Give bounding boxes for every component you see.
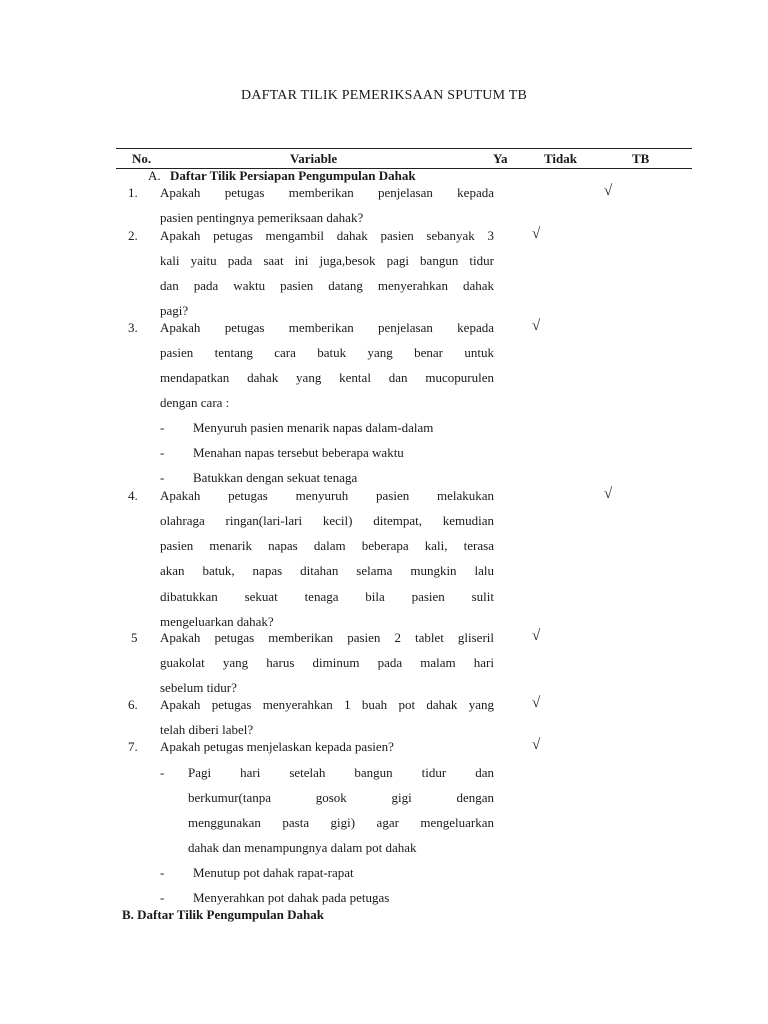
sub-item-text: Menyerahkan pot dahak pada petugas	[193, 890, 390, 905]
header-tb: TB	[632, 151, 650, 166]
sub-item-text-line: berkumur(tanpa gosok gigi dengan	[188, 790, 494, 805]
item-number: 7.	[128, 739, 138, 754]
check-mark-tidak: √	[532, 226, 541, 242]
check-mark-tb: √	[604, 486, 613, 502]
item-text-line: guakolat yang harus diminum pada malam hari	[160, 655, 494, 670]
check-mark-tidak: √	[532, 628, 541, 644]
sub-item-text-line: Pagi hari setelah bangun tidur dan	[188, 765, 494, 780]
sub-item-text: Menyuruh pasien menarik napas dalam-dalam	[193, 420, 434, 435]
item-text-line: Apakah petugas memberikan pasien 2 tablet gliseril	[160, 630, 494, 645]
sub-item-dash: -	[160, 765, 165, 780]
item-text-line: dengan cara :	[160, 395, 230, 410]
item-text-line: Apakah petugas menyerahkan 1 buah pot dahak yang	[160, 697, 494, 712]
check-mark-tidak: √	[532, 737, 541, 753]
header-variable: Variable	[290, 151, 338, 166]
item-text-line: telah diberi label?	[160, 722, 254, 737]
item-text-line: sebelum tidur?	[160, 680, 237, 695]
check-mark-tb: √	[604, 183, 613, 199]
sub-item-text: Menahan napas tersebut beberapa waktu	[193, 445, 404, 460]
sub-item-text: Menutup pot dahak rapat-rapat	[193, 865, 354, 880]
check-mark-tidak: √	[532, 695, 541, 711]
item-text-line: dan pada waktu pasien datang menyerahkan dahak	[160, 278, 494, 293]
item-text-line: mendapatkan dahak yang kental dan mucopurulen	[160, 370, 494, 385]
sub-item-dash: -	[160, 420, 165, 435]
item-text-line: mengeluarkan dahak?	[160, 614, 274, 629]
sub-item-dash: -	[160, 865, 165, 880]
section-b-title: B. Daftar Tilik Pengumpulan Dahak	[122, 907, 324, 922]
item-text-line: olahraga ringan(lari-lari kecil) ditempat, kemudian	[160, 513, 494, 528]
section-a-letter: A.	[148, 168, 161, 183]
item-text-line: Apakah petugas memberikan penjelasan kepada	[160, 185, 494, 200]
section-a-title: Daftar Tilik Persiapan Pengumpulan Dahak	[170, 168, 416, 183]
item-text-line: Apakah petugas memberikan penjelasan kepada	[160, 320, 494, 335]
item-number: 3.	[128, 320, 138, 335]
sub-item-text-line: menggunakan pasta gigi) agar mengeluarkan	[188, 815, 494, 830]
item-text-line: Apakah petugas mengambil dahak pasien sebanyak 3	[160, 228, 494, 243]
item-number: 1.	[128, 185, 138, 200]
item-text-line: Apakah petugas menyuruh pasien melakukan	[160, 488, 494, 503]
sub-item-text: Batukkan dengan sekuat tenaga	[193, 470, 358, 485]
table-top-rule	[116, 148, 692, 149]
item-number: 5	[131, 630, 138, 645]
sub-item-dash: -	[160, 890, 165, 905]
sub-item-dash: -	[160, 470, 165, 485]
document-title: DAFTAR TILIK PEMERIKSAAN SPUTUM TB	[241, 88, 527, 103]
item-text-line: pasien menarik napas dalam beberapa kali, terasa	[160, 538, 494, 553]
item-text-line: pagi?	[160, 303, 189, 318]
item-text-line: kali yaitu pada saat ini juga,besok pagi bangun tidur	[160, 253, 494, 268]
item-text-line: akan batuk, napas ditahan selama mungkin lalu	[160, 563, 494, 578]
item-number: 4.	[128, 488, 138, 503]
item-text-line: Apakah petugas menjelaskan kepada pasien?	[160, 739, 394, 754]
item-text-line: pasien tentang cara batuk yang benar untuk	[160, 345, 494, 360]
item-text-line: pasien pentingnya pemeriksaan dahak?	[160, 210, 364, 225]
item-number: 2.	[128, 228, 138, 243]
item-number: 6.	[128, 697, 138, 712]
header-no: No.	[132, 151, 152, 166]
header-tidak: Tidak	[544, 151, 578, 166]
sub-item-text-line: dahak dan menampungnya dalam pot dahak	[188, 840, 417, 855]
header-ya: Ya	[493, 151, 508, 166]
check-mark-tidak: √	[532, 318, 541, 334]
sub-item-dash: -	[160, 445, 165, 460]
item-text-line: dibatukkan sekuat tenaga bila pasien sulit	[160, 589, 494, 604]
